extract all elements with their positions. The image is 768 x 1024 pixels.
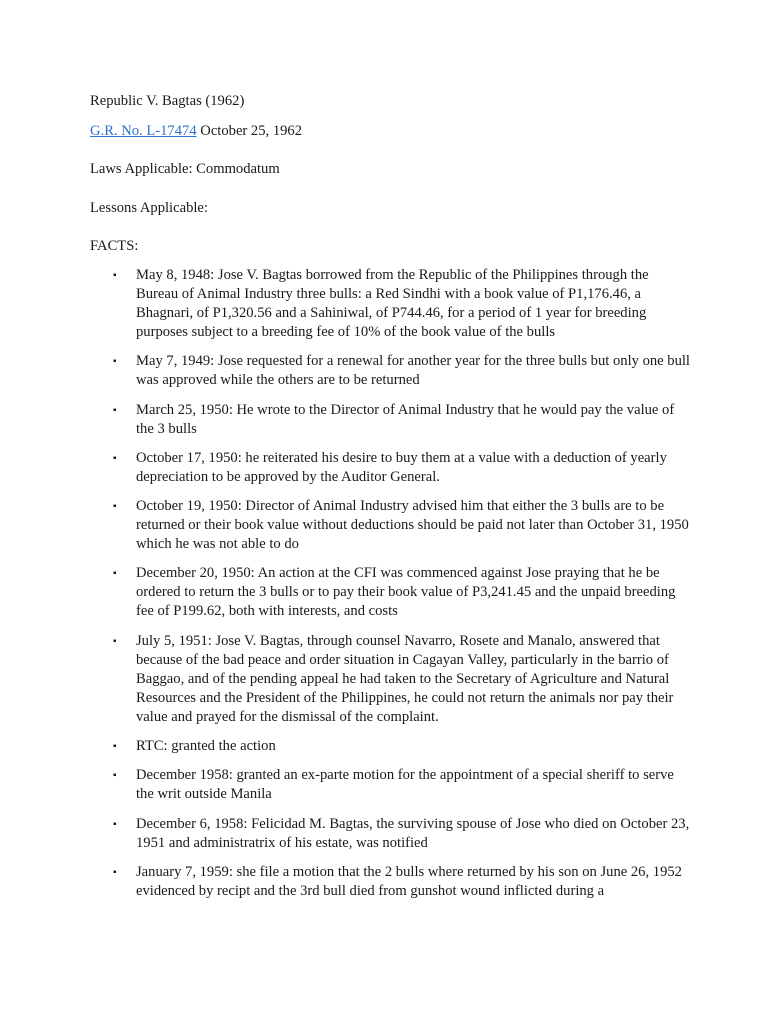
lessons-applicable: Lessons Applicable: xyxy=(90,200,208,216)
fact-text: July 5, 1951: Jose V. Bagtas, through counsel Navarro, Rosete and Manalo, answered that because of the bad peace and order situation in Cagayan Valley, particularly in the barrio of Baggao, and of the pending appeal he had taken to the Secretary of Agriculture and Natural Resources and the President of the Philippines, he could not return the animals nor pay their value and prayed for the dismissal of the complaint. xyxy=(136,632,674,725)
gr-number-link[interactable]: G.R. No. L-17474 xyxy=(90,123,197,139)
fact-item xyxy=(90,863,690,901)
bullet-icon: ▪ xyxy=(113,452,117,464)
fact-item xyxy=(90,632,690,727)
fact-text: March 25, 1950: He wrote to the Director of Animal Industry that he would pay the value of the 3 bulls xyxy=(136,401,675,437)
fact-item xyxy=(90,497,690,554)
bullet-icon: ▪ xyxy=(113,356,117,368)
bullet-icon: ▪ xyxy=(113,635,117,647)
fact-text: RTC: granted the action xyxy=(136,738,276,755)
bullet-icon: ▪ xyxy=(113,741,117,753)
fact-text: October 19, 1950: Director of Animal Industry advised him that either the 3 bulls are to be returned or their book value without deductions should be paid not later than October 31, 1950 which he was not able to do xyxy=(136,498,689,553)
fact-text: May 8, 1948: Jose V. Bagtas borrowed from the Republic of the Philippines through the Bureau of Animal Industry three bulls: a Red Sindhi with a book value of P1,176.46, a Bhagnari, of P1,320.56 and a Sahiniwal, of P744.46, for a period of 1 year for breeding purposes subject to a breeding fee of 10% of the book value of the bulls xyxy=(136,267,649,340)
facts-list xyxy=(90,266,690,911)
bullet-icon: ▪ xyxy=(113,568,117,580)
bullet-icon: ▪ xyxy=(113,404,117,416)
fact-text: May 7, 1949: Jose requested for a renewal for another year for the three bulls but only one bull was approved while the others are to be returned xyxy=(136,353,690,389)
fact-item xyxy=(90,449,690,487)
fact-item xyxy=(90,401,690,439)
bullet-icon: ▪ xyxy=(113,501,117,513)
fact-item xyxy=(90,766,690,804)
fact-text: December 1958: granted an ex-parte motion for the appointment of a special sheriff to serve the writ outside Manila xyxy=(136,767,674,803)
fact-item xyxy=(90,737,690,756)
fact-text: December 20, 1950: An action at the CFI was commenced against Jose praying that he be ordered to return the 3 bulls or to pay their book value of P3,241.45 and the unpaid breeding fee of P199.62, both with interests, and costs xyxy=(136,565,676,620)
laws-applicable: Laws Applicable: Commodatum xyxy=(90,161,280,177)
case-citation xyxy=(90,122,302,141)
decision-date: October 25, 1962 xyxy=(196,123,303,139)
bullet-icon: ▪ xyxy=(113,770,117,782)
bullet-icon: ▪ xyxy=(113,270,117,281)
fact-text: October 17, 1950: he reiterated his desire to buy them at a value with a deduction of yearly depreciation to be approved by the Auditor General. xyxy=(136,449,667,485)
bullet-icon: ▪ xyxy=(113,866,117,878)
bullet-icon: ▪ xyxy=(113,818,117,830)
fact-item xyxy=(90,266,690,342)
facts-heading: FACTS: xyxy=(90,238,139,254)
fact-item xyxy=(90,564,690,621)
fact-item xyxy=(90,352,690,390)
case-title: Republic V. Bagtas (1962) xyxy=(90,93,245,109)
fact-text: January 7, 1959: she file a motion that the 2 bulls where returned by his son on June 26, 1952 evidenced by recipt and the 3rd bull died from gunshot wound inflicted during a xyxy=(136,863,682,899)
fact-text: December 6, 1958: Felicidad M. Bagtas, the surviving spouse of Jose who died on October 23, 1951 and administratrix of his estate, was notified xyxy=(136,815,690,851)
fact-item xyxy=(90,815,690,853)
